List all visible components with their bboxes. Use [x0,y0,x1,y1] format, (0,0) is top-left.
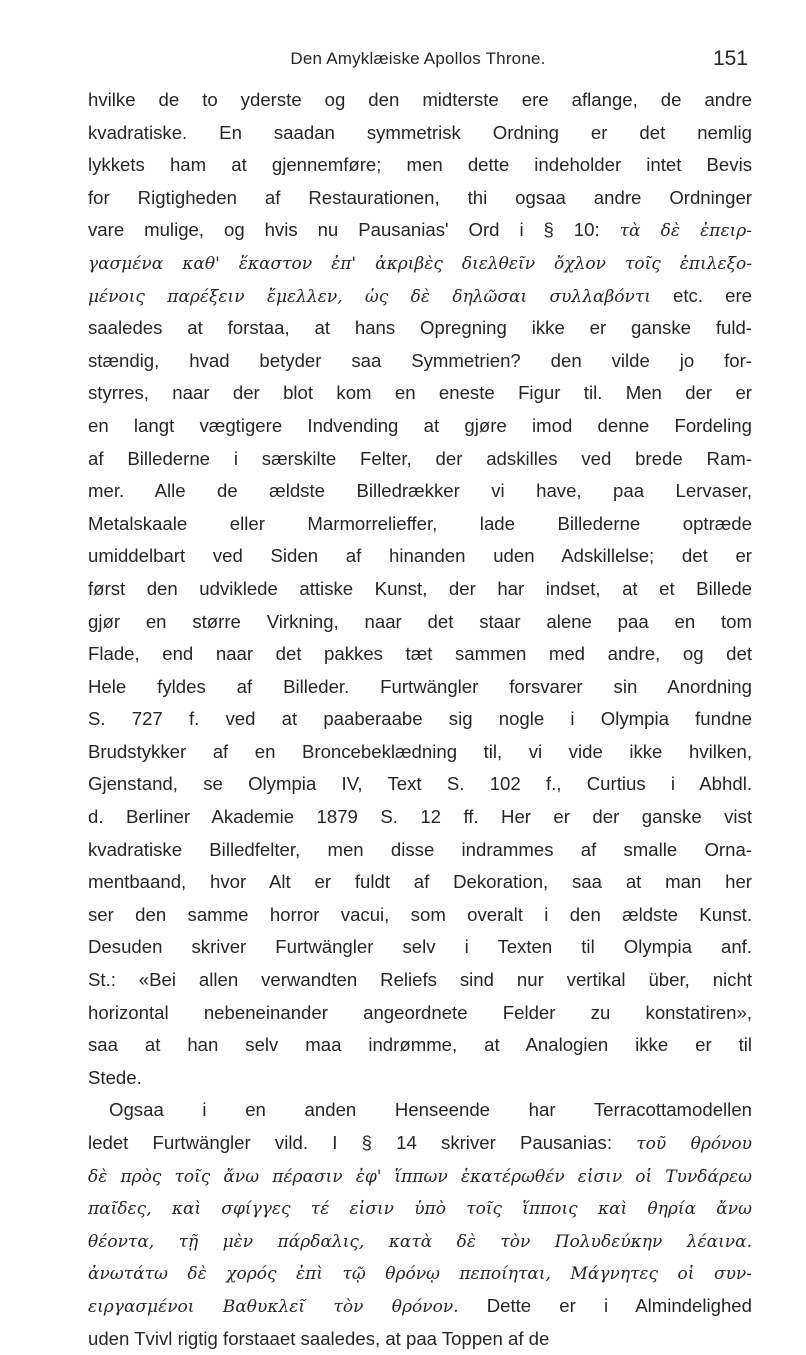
text-line [88,84,752,117]
running-title: Den Amyklæiske Apollos Throne. [290,49,546,68]
text-segment: kvadratiske Billedfelter, men disse indrammes af smalle Orna- [88,838,752,860]
text-segment: umiddelbart ved Siden af hinanden uden Adskillelse; det er [88,545,752,567]
greek-quotation: θέοντα, τῇ μὲν πάρδαλις, κατὰ δὲ τὸν Πολυδεύκην λέαινα. [88,1231,752,1252]
text-line [88,377,752,410]
text-segment: St.: «Bei allen verwandten Reliefs sind nur vertikal über, nicht [88,969,752,991]
text-line [88,214,752,247]
text-line [88,573,752,606]
greek-quotation: τοῦ θρόνου [636,1134,752,1154]
text-line [88,443,752,476]
greek-quotation: ἀνωτάτω δὲ χορός ἐπὶ τῷ θρόνῳ πεποίηται, Μάγνητες οἱ συν- [88,1264,752,1285]
text-segment: Flade, end naar det pakkes tæt sammen med andre, og det [88,643,752,665]
text-line [88,768,752,801]
text-segment: d. Berliner Akademie 1879 S. 12 ff. Her er der ganske vist [88,806,752,828]
text-line [88,540,752,573]
text-segment: Stede. [88,1066,142,1088]
text-line [88,703,752,736]
text-line [88,182,752,215]
text-segment: for Rigtigheden af Restaurationen, thi ogsaa andre Ordninger [88,186,752,208]
text-segment: Hele fyldes af Billeder. Furtwängler forsvarer sin Anordning [88,675,752,697]
text-segment: uden Tvivl rigtig forstaaet saaledes, at paa Toppen af de [88,1327,550,1349]
text-line [88,899,752,932]
text-line [88,1290,752,1323]
text-line [88,312,752,345]
text-line [88,671,752,704]
text-line [88,1062,752,1095]
text-line [88,247,752,280]
text-segment: Desuden skriver Furtwängler selv i Texten til Olympia anf. [88,936,752,958]
text-line [88,117,752,150]
text-segment: af Billederne i særskilte Felter, der adskilles ved brede Ram- [88,447,752,469]
text-segment: Metalskaale eller Marmorrelieffer, lade Billederne optræde [88,512,752,534]
text-line [88,345,752,378]
greek-quotation: παῖδες, καὶ σφίγγες τέ εἰσιν ὑπὸ τοῖς ἵπποις καὶ θηρία ἄνω [88,1199,752,1220]
text-line [88,1094,752,1127]
text-segment: mentbaand, hvor Alt er fuldt af Dekoration, saa at man her [88,871,752,893]
text-line [88,801,752,834]
running-header [88,44,748,74]
greek-quotation: δὲ πρὸς τοῖς ἄνω πέρασιν ἐφ' ἵππων ἑκατέρωθέν εἰσιν οἱ Τυνδάρεω [88,1166,752,1187]
text-line [88,149,752,182]
page-number: 151 [712,47,748,70]
text-line [88,931,752,964]
greek-quotation: ειργασμένοι Βαθυκλεῖ τὸν θρόνον. [88,1296,459,1317]
text-segment: Brudstykker af en Broncebeklædning til, vi vide ikke hvilken, [88,740,752,762]
text-line [88,606,752,639]
text-line [88,1029,752,1062]
greek-quotation: τὰ δὲ ἐπειρ- [619,221,752,242]
text-line [88,1127,752,1160]
text-line [88,997,752,1030]
text-line [88,1192,752,1225]
text-segment: S. 727 f. ved at paaberaabe sig nogle i Olympia fundne [88,708,752,730]
text-line [88,508,752,541]
text-line [88,736,752,769]
text-segment: kvadratiske. En saadan symmetrisk Ordning er det nemlig [88,121,752,143]
greek-quotation: μένοις παρέξειν ἔμελλεν, ὡς δὲ δηλῶσαι συλλαβόντι [88,286,651,307]
text-segment: hvilke de to yderste og den midterste ere aflange, de andre [88,89,752,110]
text-segment: Gjenstand, se Olympia IV, Text S. 102 f., Curtius i Abhdl. [88,773,752,795]
text-line [88,964,752,997]
text-line [88,1323,752,1355]
text-segment: gjør en større Virkning, naar det staar alene paa en tom [88,610,752,632]
text-line [88,834,752,867]
text-line [88,1160,752,1193]
text-line [88,638,752,671]
text-line [88,280,752,313]
text-line [88,866,752,899]
text-segment: først den udviklede attiske Kunst, der har indset, at et Billede [88,577,752,599]
text-segment: en langt vægtigere Indvending at gjøre imod denne Fordeling [88,414,752,436]
text-segment: Ogsaa i en anden Henseende har Terracottamodellen [109,1099,752,1121]
text-segment: saaledes at forstaa, at hans Opregning ikke er ganske fuld- [88,317,752,339]
paragraph [88,84,752,1094]
text-line [88,1225,752,1258]
text-segment: lykkets ham at gjennemføre; men dette indeholder intet Bevis [88,154,752,176]
body-text [88,84,752,1355]
text-segment: Dette er i Almindelighed [458,1294,752,1316]
text-segment: ser den samme horror vacui, som overalt i den ældste Kunst. [88,903,752,925]
text-segment: mer. Alle de ældste Billedrækker vi have, paa Lervaser, [88,480,752,502]
greek-quotation: γασμένα καθ' ἕκαστον ἐπ' ἀκριβὲς διελθεῖν ὄχλον τοῖς ἐπιλεξο- [88,253,752,274]
text-segment: vare mulige, og hvis nu Pausanias' Ord i § 10: [88,219,620,241]
text-segment: horizontal nebeneinander angeordnete Felder zu konstatiren», [88,1001,752,1023]
text-segment: etc. ere [650,284,752,306]
text-segment: saa at han selv maa indrømme, at Analogien ikke er til [88,1034,752,1056]
text-segment: styrres, naar der blot kom en eneste Figur til. Men der er [88,382,752,404]
text-line [88,410,752,443]
text-segment: ledet Furtwängler vild. I § 14 skriver Pausanias: [88,1132,637,1153]
text-line [88,475,752,508]
text-line [88,1257,752,1290]
text-segment: stændig, hvad betyder saa Symmetrien? den vilde jo for- [88,349,752,371]
